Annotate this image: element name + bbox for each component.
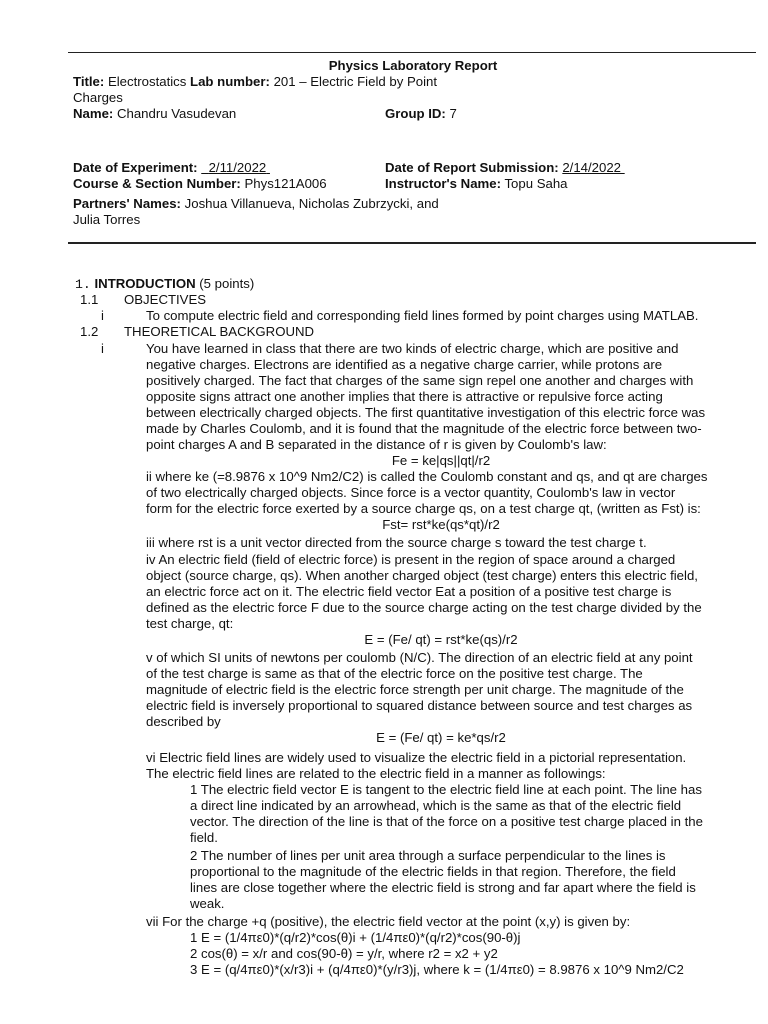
list-marker: i	[101, 341, 104, 356]
section-num-1-1: 1.1	[80, 292, 99, 307]
paragraph-vi: vi Electric field lines are widely used to visualize the electric field in a pictorial representation. The electric field lines are related to the electric field in a manner as followings:	[146, 750, 687, 781]
partners-line-cont: Julia Torres	[73, 212, 141, 227]
formula-3: 3 E = (q/4πε0)*(x/r3)i + (q/4πε0)*(y/r3)j, where k = (1/4πε0) = 8.9876 x 10^9 Nm2/C2	[190, 962, 684, 977]
field-line-rule-2: 2 The number of lines per unit area through a surface perpendicular to the lines is proportional to the magnitude of the electric fields in that region. Therefore, the field lines are close together where the electric field is strong and far apart where the field is weak.	[190, 848, 696, 911]
group-id: Group ID: 7	[385, 106, 457, 121]
paragraph-iii: iii where rst is a unit vector directed from the source charge s toward the test charge t.	[146, 535, 647, 550]
formula-2: 2 cos(θ) = x/r and cos(90-θ) = y/r, where r2 = x2 + y2	[190, 946, 498, 961]
bottom-rule	[68, 242, 756, 244]
paragraph-ii: ii where ke (=8.9876 x 10^9 Nm2/C2) is called the Coulomb constant and qs, and qt are charges of two electrically charged objects. Since force is a vector quantity, Coulomb's law in vector form for the electric force exerted by a source charge qs, on a test charge qt, (written as Fst) is: Fst= rst*ke(qs*qt)/r2	[146, 469, 736, 533]
partners-line: Partners' Names: Joshua Villanueva, Nicholas Zubrzycki, and	[73, 196, 439, 211]
paragraph-v: v of which SI units of newtons per coulomb (N/C). The direction of an electric field at any point of the test charge is same as that of the electric force on the positive test charge. The magnitude of electric field is the electric force strength per unit charge. The magnitude of the electric field is inversely proportional to squared distance between source and test charges as described by E = (Fe/ qt) = ke*qs/r2	[146, 650, 736, 746]
date-of-experiment: Date of Experiment: 2/11/2022	[73, 160, 267, 175]
report-title: Physics Laboratory Report	[328, 58, 498, 73]
top-rule	[68, 52, 756, 53]
course-section: Course & Section Number: Phys121A006	[73, 176, 327, 191]
objectives-heading: OBJECTIVES	[124, 292, 207, 307]
equation-field-vector: E = (Fe/ qt) = rst*ke(qs)/r2	[364, 632, 518, 647]
section-num-1-2: 1.2	[80, 324, 99, 339]
title-line-cont: Charges	[73, 90, 123, 105]
date-of-submission: Date of Report Submission: 2/14/2022	[385, 160, 621, 175]
title-line: Title: Electrostatics Lab number: 201 – Electric Field by Point	[73, 74, 438, 89]
paragraph-iv: iv An electric field (field of electric force) is present in the region of space around a charged object (source charge, qs). When another charged object (test charge) enters this electric field, an electric force act on it. The electric field vector Eat a position of a positive test charge is defined as the electric force F due to the source charge acting on the test charge divided by the test charge, qt: E = (Fe/ qt) = rst*ke(qs)/r2	[146, 552, 736, 648]
theory-heading: THEORETICAL BACKGROUND	[124, 324, 315, 339]
field-line-rule-1: 1 The electric field vector E is tangent to the electric field line at each point. The line has a direct line indicated by an arrowhead, which is the same as that of the electric field vector. The direction of the line is that of the force on a positive test charge placed in the field.	[190, 782, 703, 845]
name-line: Name: Chandru Vasudevan	[73, 106, 237, 121]
paragraph-i: You have learned in class that there are two kinds of electric charge, which are positive and negative charges. Electrons are identified as a negative charge carrier, while protons are positively charged. The fact that charges of the same sign repel one another and charges with opposite signs attract one another implies that there is attractive or repulsive force acting between electrically charged objects. The first quantitative investigation of this electric force was made by Charles Coulomb, and it is found that the magnitude of the electric force between two- point charges A and B separated in the distance of r is given by Coulomb's law: Fe = ke|qs||qt|/r2	[146, 341, 736, 469]
list-marker: i	[101, 308, 104, 323]
intro-heading: 1. INTRODUCTION (5 points)	[75, 276, 255, 292]
paragraph-vii: vii For the charge +q (positive), the electric field vector at the point (x,y) is given by:	[146, 914, 631, 929]
instructor: Instructor's Name: Topu Saha	[385, 176, 568, 191]
equation-field-magnitude: E = (Fe/ qt) = ke*qs/r2	[376, 730, 506, 745]
objective-text: To compute electric field and corresponding field lines formed by point charges using MATLAB.	[146, 308, 699, 323]
equation-coulomb: Fe = ke|qs||qt|/r2	[391, 453, 491, 468]
formula-1: 1 E = (1/4πε0)*(q/r2)*cos(θ)i + (1/4πε0)*(q/r2)*cos(90-θ)j	[190, 930, 521, 945]
equation-vector-force: Fst= rst*ke(qs*qt)/r2	[382, 517, 500, 532]
